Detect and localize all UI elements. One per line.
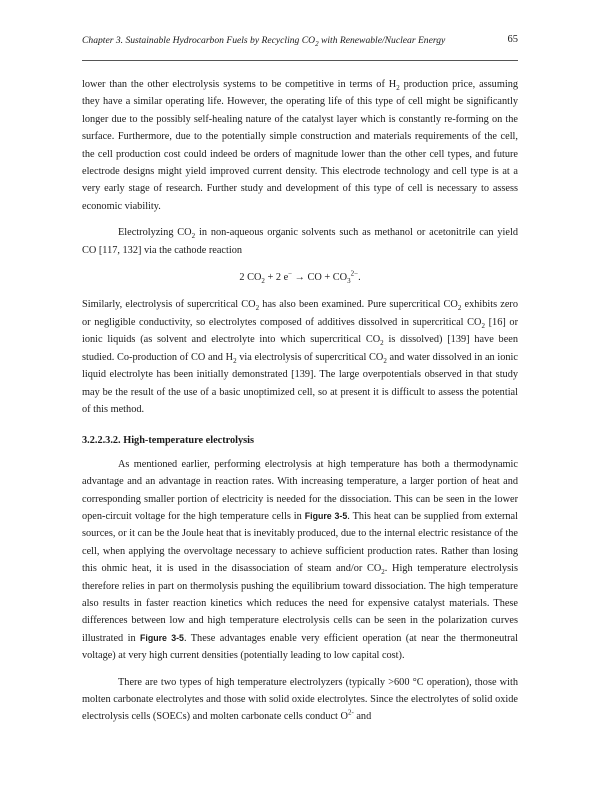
paragraph-3: Similarly, electrolysis of supercritical $CO_2$ has also been examined. Pure supercritical $CO_2$ exhibits zero or negligible conductivity, so electrolytes composed of additives dissolved in supercritical $CO_2$ [16] or ionic liquids (as solvent and electrolyte into which supercritical $CO_2$ is dissolved) [139] have been studied. Co-production of CO and $H_2$ via electrolysis of supercritical $CO_2$ and water dissolved in an ionic liquid electrolyte has been initially demonstrated [139]. The large overpotentials observed in that study may be the result of the use of a basic unoptimized cell, so at present it is difficult to assess the potential of this method. — [82, 299, 518, 415]
paragraph-5: There are two types of high temperature electrolyzers (typically >600 °C operation), those with molten carbonate electrolytes and those with solid oxide electrolytes. Since the electrolytes of solid oxide electrolysis cells (SOECs) and molten carbonate cells conduct $O^{2-}$ and — [82, 676, 518, 723]
paragraph-1: lower than the other electrolysis systems to be competitive in terms of $H_2$ production price, assuming they have a similar operating life. However, the operating life of this type of cell might be significantly longer due to the possibly self-healing nature of the catalyst layer which is constantly re-forming on the surface. Furthermore, due to the potentially simple construction and materials requirements of the cell, the cell production cost could indeed be orders of magnitude lower than the other cell types, and future electrode designs might yield improved current density. This electrode technology and cell type is at a very early stage of research. Further study and development of this type of cell is necessary to assess economic viability. — [82, 79, 519, 212]
page-body — [82, 76, 518, 726]
figure-reference[interactable]: Figure 3-5 — [304, 510, 348, 521]
paragraph-4: As mentioned earlier, performing electrolysis at high temperature has both a thermodynamic advantage and an advantage in reaction rates. With increasing temperature, a larger portion of heat and corresponding smaller portion of electricity is needed for the dissociation. This can be seen in the lower open-circuit voltage for the high temperature cells in Figure 3-5. This heat can be supplied from external sources, or it can be the Joule heat that is inevitably produced, due to the internal electric resistance of the cell, when applying the overvoltage necessary to achieve sufficient production rates. Rather than losing this ohmic heat, it is used in the disassociation of steam and/or $CO_2$. High temperature electrolysis therefore relies in part on thermolysis pushing the equilibrium toward dissociation. The high temperature also results in faster reaction kinetics which reduces the need for expensive catalyst materials. These differences between low and high temperature electrolysis cells can be seen in the polarization curves illustrated in Figure 3-5. These advantages enable very efficient operation (at near the thermoneutral voltage) at very high current densities (potentially leading to low capital cost). — [82, 458, 518, 662]
running-header-title: Chapter 3. Sustainable Hydrocarbon Fuels by Recycling $CO_2$ with Renewable/Nuclear Energy — [82, 35, 446, 48]
figure-reference[interactable]: Figure 3-5 — [140, 632, 184, 643]
cathode-reaction-equation: 2 $CO_2 + 2$ e− → CO + $CO_3^{2-}$. — [239, 269, 361, 286]
paragraph-2: Electrolyzing $CO_2$ in non-aqueous organic solvents such as methanol or acetonitrile can yield CO [117, 132] via the cathode reaction — [82, 227, 518, 256]
running-header — [82, 35, 518, 49]
section-heading: 3.2.2.3.2. High-temperature electrolysis — [82, 435, 255, 447]
header-rule — [82, 60, 518, 61]
page-number: 65 — [507, 34, 518, 45]
